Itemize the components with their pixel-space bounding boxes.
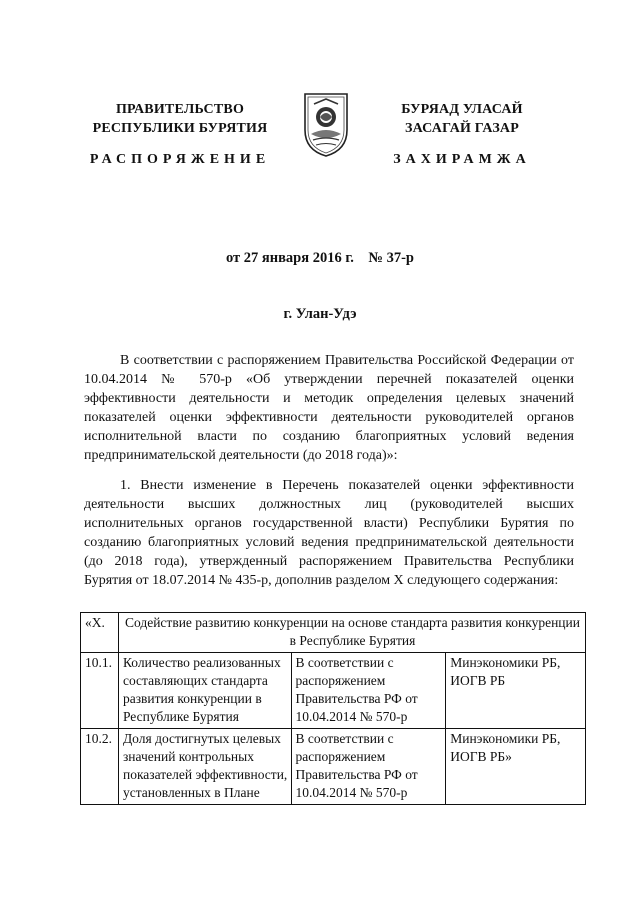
table-cell-number: 10.2. — [81, 729, 119, 805]
header-right-title: ЗАХИРАМЖА — [393, 152, 531, 167]
paragraph-item-1-text: 1. Внести изменение в Перечень показателей оценки эффективности деятельности высших должностных лиц (руководителей высших исполнительных органов государственной власти) Республики Бурятия по созданию благоприятных условий ведения предпринимательской деятельности (до 2018 года), утвержденный распоряжением Правительства Республики Бурятия от 18.07.2014 № 435-р, дополнив разделом X следующего содержания: — [84, 478, 574, 588]
table-section-number: «X. — [81, 613, 119, 653]
header-left-line2: РЕСПУБЛИКИ БУРЯТИЯ — [92, 121, 268, 136]
table-cell-basis: В соответствии с распоряжением Правительства РФ от 10.04.2014 № 570-р — [291, 729, 446, 805]
table-section-title: Содействие развитию конкуренции на основе стандарта развития конкуренции в Республике Бурятия — [118, 613, 585, 653]
table-cell-responsible: Минэкономики РБ, ИОГВ РБ» — [446, 729, 586, 805]
table-cell-indicator: Количество реализованных составляющих стандарта развития конкуренции в Республике Бурятия — [118, 653, 291, 729]
header-right-line1: БУРЯАД УЛАСАЙ — [401, 102, 523, 117]
header-left-title: РАСПОРЯЖЕНИЕ — [89, 152, 271, 167]
indicators-table — [80, 612, 586, 805]
buryatia-coat-of-arms-icon — [301, 90, 351, 158]
header-left-line1: ПРАВИТЕЛЬСТВО — [115, 102, 245, 117]
table-cell-basis: В соответствии с распоряжением Правительства РФ от 10.04.2014 № 570-р — [291, 653, 446, 729]
table-cell-indicator: Доля достигнутых целевых значений контрольных показателей эффективности, установленных в Плане — [118, 729, 291, 805]
paragraph-item-1 — [84, 476, 574, 590]
document-city: г. Улан-Удэ — [283, 306, 357, 322]
paragraph-preamble-text: В соответствии с распоряжением Правительства Российской Федерации от 10.04.2014 № 570-р «Об утверждении перечней показателей оценки эффективности деятельности и методик определения целевых значений показателей оценки эффективности деятельности руководителей органов исполнительной власти по созданию благоприятных условий ведения предпринимательской деятельности (до 2018 года)»: — [84, 353, 574, 463]
table-row — [81, 653, 586, 729]
header-right — [356, 100, 568, 138]
header-left — [70, 100, 290, 138]
table-section-row — [81, 613, 586, 653]
table-cell-number: 10.1. — [81, 653, 119, 729]
document-date-number: от 27 января 2016 г. № 37-р — [225, 250, 415, 266]
header-right-line2: ЗАСАГАЙ ГАЗАР — [404, 121, 519, 136]
table-row — [81, 729, 586, 805]
paragraph-preamble — [84, 351, 574, 465]
table-cell-responsible: Минэкономики РБ, ИОГВ РБ — [446, 653, 586, 729]
